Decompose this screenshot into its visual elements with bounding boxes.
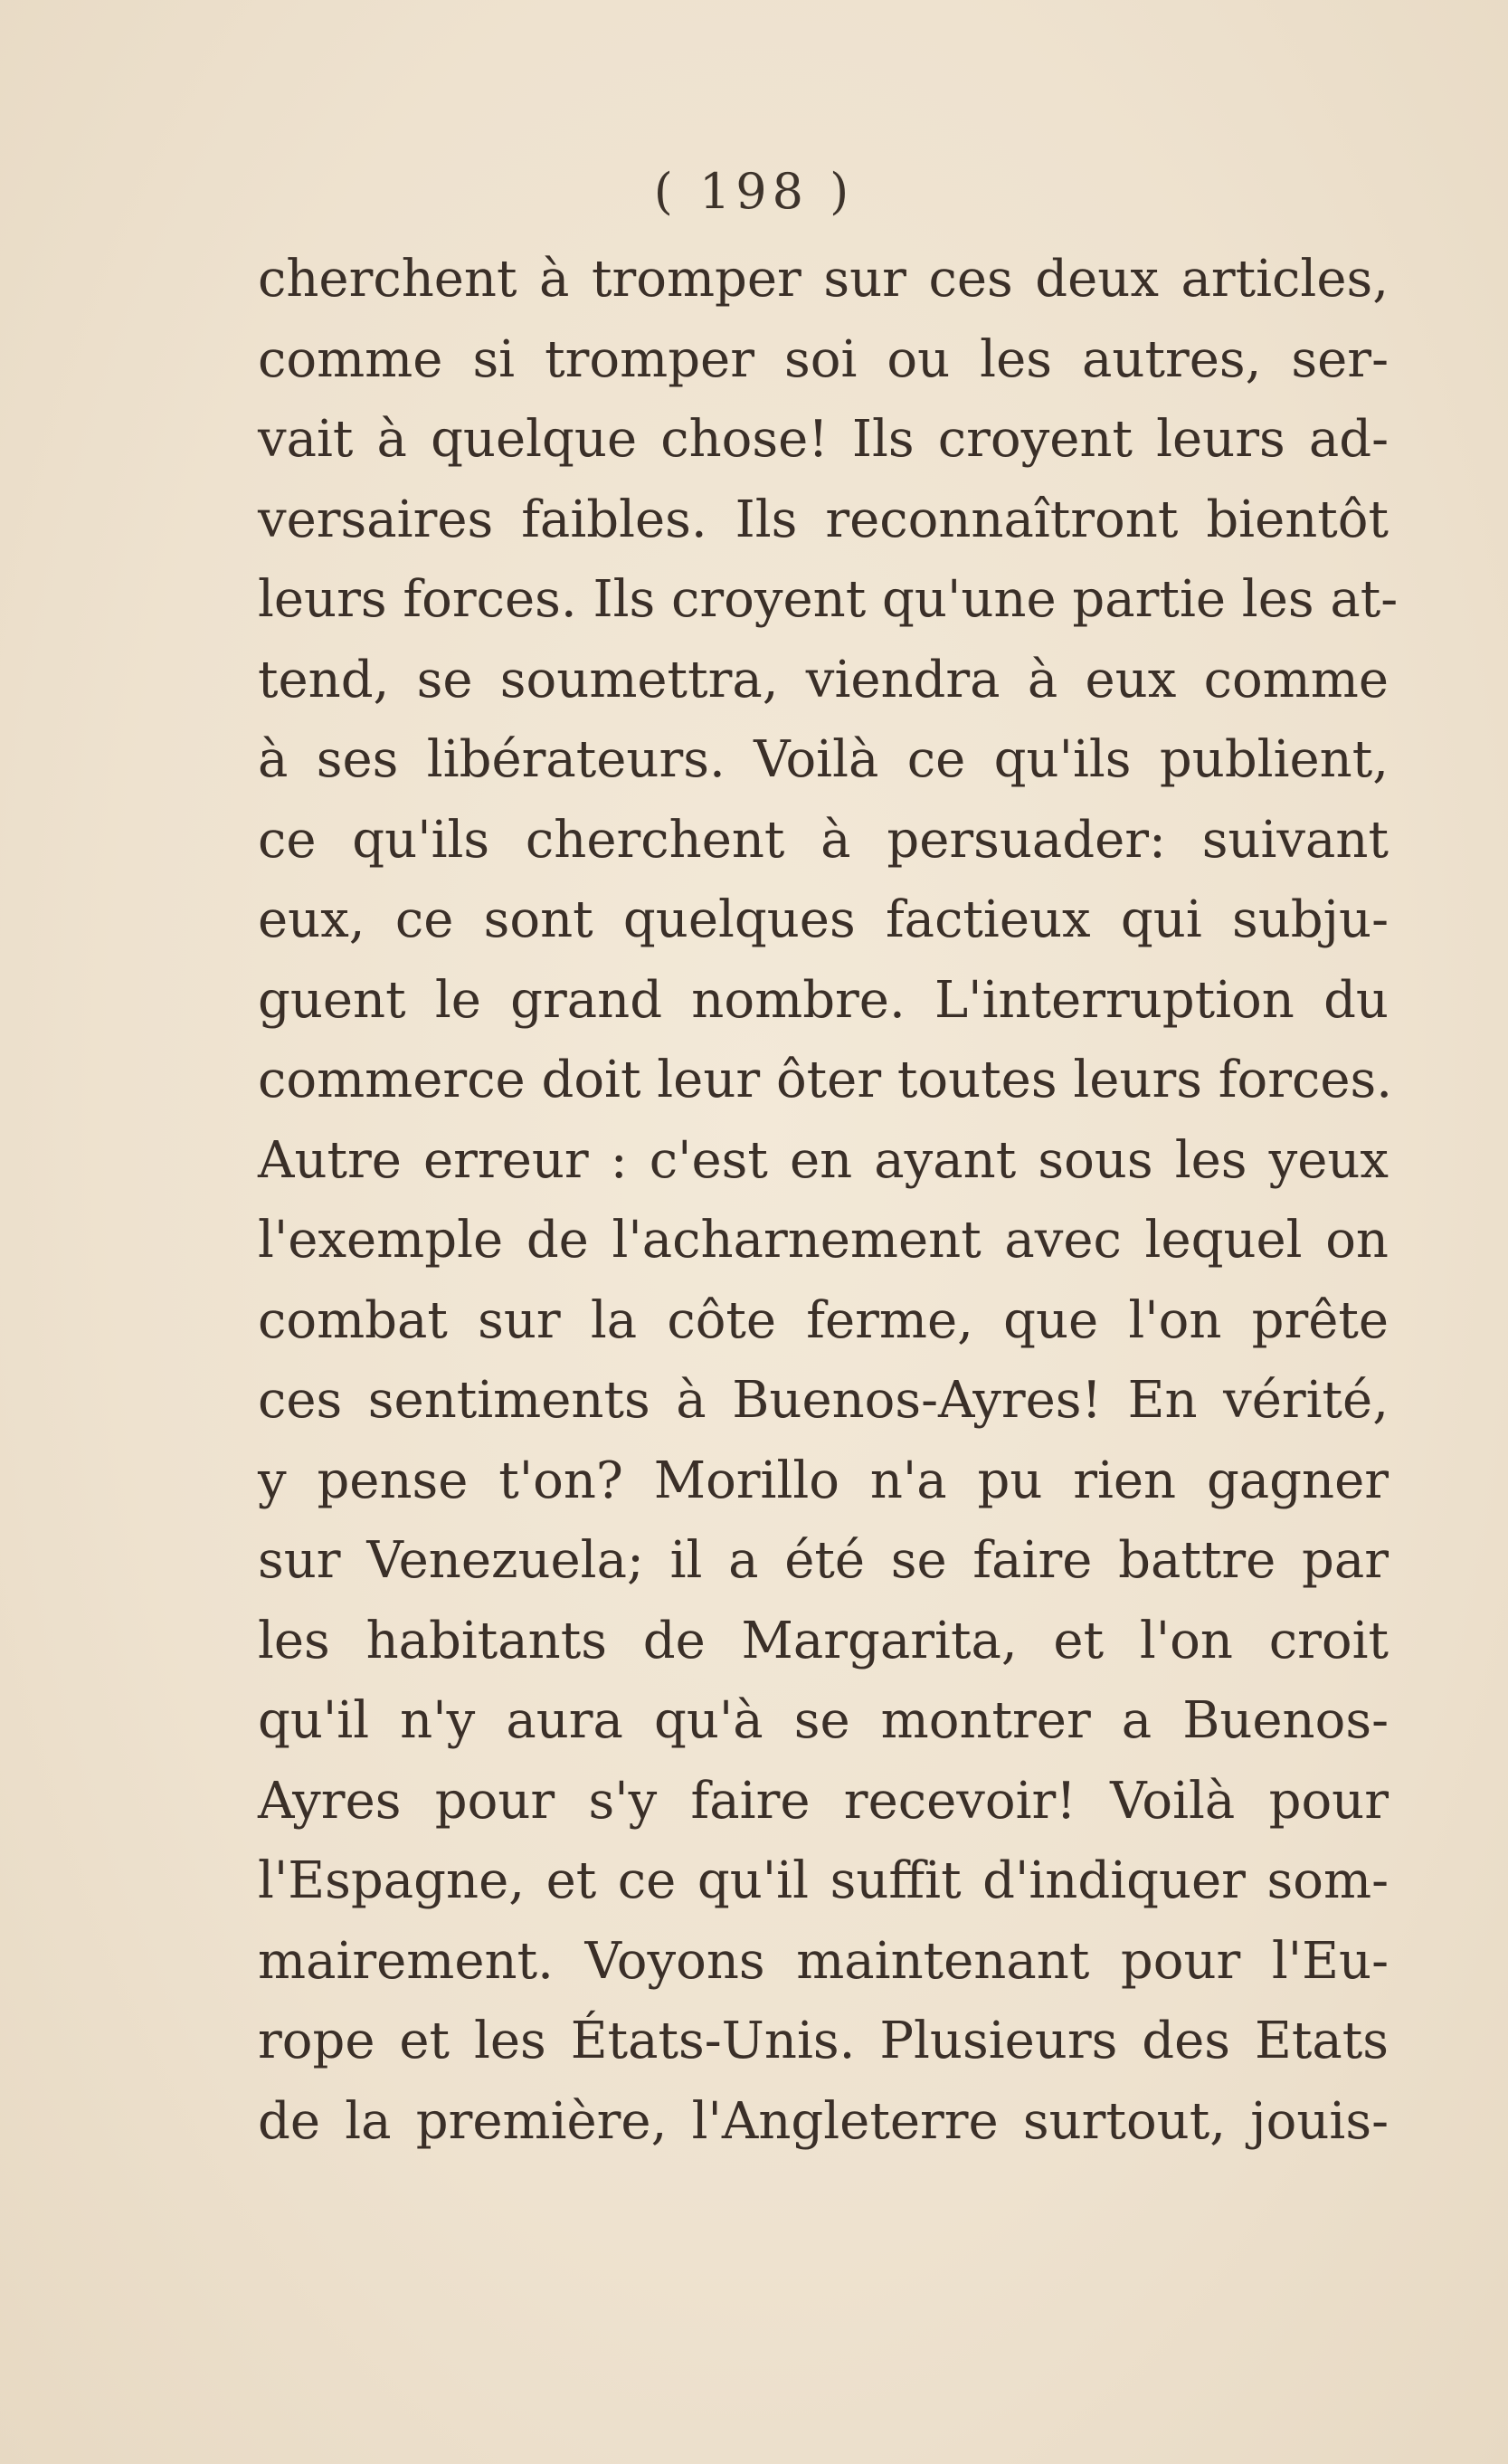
text-line: leurs forces. Ils croyent qu'une partie les at- (258, 570, 1399, 629)
text-line: de la première, l'Angleterre surtout, jouis- (258, 2091, 1389, 2151)
text-line: y pense t'on? Morillo n'a pu rien gagner (258, 1451, 1389, 1510)
text-line: eux, ce sont quelques factieux qui subju- (258, 890, 1389, 949)
text-line: guent le grand nombre. L'interruption du (258, 970, 1389, 1030)
text-line: l'Espagne, et ce qu'il suffit d'indiquer som- (258, 1851, 1389, 1910)
text-line: combat sur la côte ferme, que l'on prête (258, 1290, 1389, 1350)
text-line: Ayres pour s'y faire recevoir! Voilà pour (258, 1771, 1389, 1831)
text-line: cherchent à tromper sur ces deux articles, (258, 250, 1389, 309)
text-line: mairement. Voyons maintenant pour l'Eu- (258, 1931, 1389, 1991)
text-line: ce qu'ils cherchent à persuader: suivant (258, 810, 1389, 870)
text-line: rope et les États-Unis. Plusieurs des Etats (258, 2012, 1389, 2070)
text-line: versaires faibles. Ils reconnaîtront bientôt (258, 490, 1389, 549)
text-line: tend, se soumettra, viendra à eux comme (258, 650, 1389, 709)
text-line: qu'il n'y aura qu'à se montrer a Buenos- (258, 1691, 1389, 1750)
text-line: ces sentiments à Buenos-Ayres! En vérité, (258, 1371, 1389, 1430)
text-line: à ses libérateurs. Voilà ce qu'ils publient, (258, 730, 1389, 789)
text-line: les habitants de Margarita, et l'on croit (258, 1611, 1389, 1670)
text-line: commerce doit leur ôter toutes leurs forces. (258, 1051, 1393, 1109)
text-line: sur Venezuela; il a été se faire battre par (258, 1531, 1389, 1590)
text-line: l'exemple de l'acharnement avec lequel on (258, 1211, 1389, 1270)
text-line: comme si tromper soi ou les autres, ser- (258, 329, 1389, 389)
page-number: ( 198 ) (653, 163, 855, 220)
body-text (258, 240, 1399, 2162)
text-line: vait à quelque chose! Ils croyent leurs ad- (258, 410, 1389, 469)
text-line: Autre erreur : c'est en ayant sous les yeux (258, 1130, 1389, 1190)
